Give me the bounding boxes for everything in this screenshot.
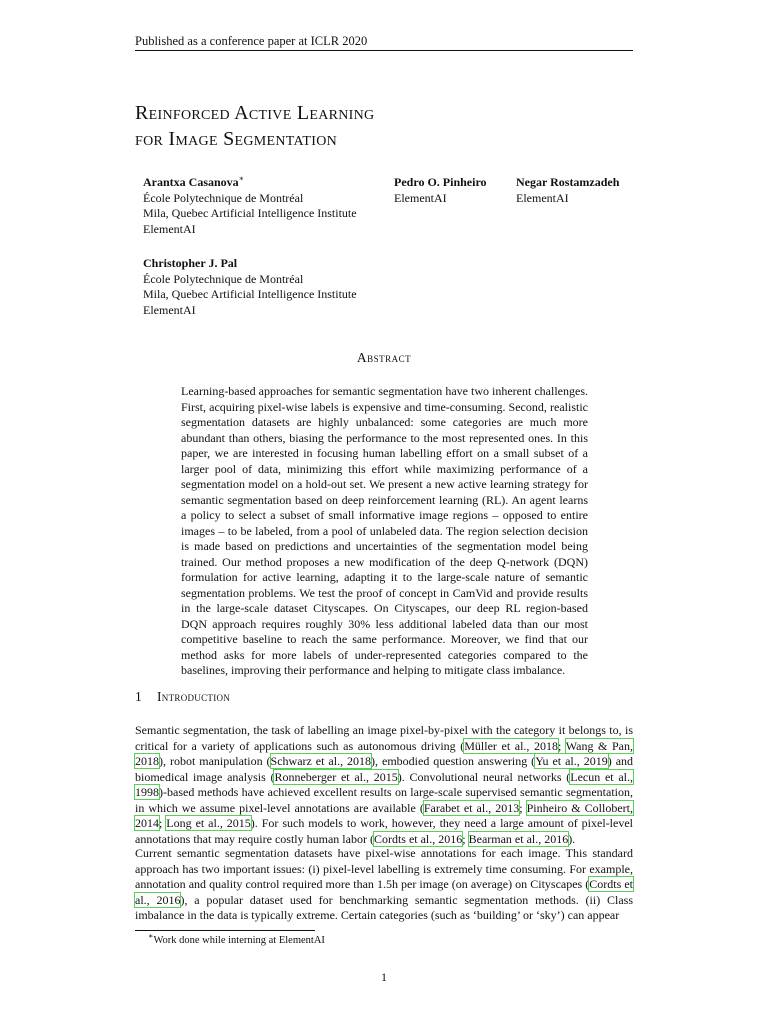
intro-paragraph-2: Current semantic segmentation datasets have pixel-wise annotations for each image. This standard approach has two important issues: (i) pixel-level labelling is extremely time consuming. For example, annotation and quality control required more than 1.5h per image (on average) on Cityscapes (Cordts et al., 2016), a popular dataset used for benchmarking semantic segmentation methods. (ii) Class imbalance in the data is typically extreme. Certain categories (such as ‘building’ or ‘sky’) can appear: [135, 846, 633, 922]
author-affiliation: Mila, Quebec Artificial Intelligence Institute: [143, 206, 357, 220]
footnote-rule: [135, 930, 315, 931]
author-block-pinheiro: [394, 175, 487, 206]
author-affiliation: ElementAI: [394, 190, 447, 205]
intro-paragraph-1: Semantic segmentation, the task of labelling an image pixel-by-pixel with the category it belongs to, is critical for a variety of applications such as autonomous driving (Müller et al., 2018; Wang & Pan, 2018), robot manipulation (Schwarz et al., 2018), embodied question answering (Yu et al., 2019) and biomedical image analysis (Ronneberger et al., 2015). Convolutional neural networks (Lecun et al., 1998)-based methods have achieved excellent results on large-scale supervised semantic segmentation, in which we assume pixel-level annotations are available (Farabet et al., 2013; Pinheiro & Collobert, 2014; Long et al., 2015). For such models to work, however, they need a large amount of pixel-level annotations that may require costly human labor (Cordts et al., 2016; Bearman et al., 2016).: [135, 723, 634, 846]
author-block-pal: [143, 256, 357, 318]
page-number: 1: [381, 970, 387, 984]
footnote-mark: ∗: [148, 931, 154, 941]
citation-link[interactable]: Farabet et al., 2013: [423, 800, 520, 815]
citation-link[interactable]: Müller et al., 2018: [464, 738, 559, 753]
section-title: Introduction: [157, 689, 231, 704]
header-rule: [135, 50, 633, 51]
running-header: Published as a conference paper at ICLR 2020: [135, 34, 368, 48]
title-line-1: Reinforced Active Learning: [135, 102, 375, 124]
citation-link[interactable]: Ronneberger et al., 2015: [274, 769, 398, 784]
author-name: Christopher J. Pal: [143, 256, 238, 270]
author-affiliation: École Polytechnique de Montréal: [143, 271, 304, 286]
section-number: 1: [135, 689, 143, 704]
title-line-2: for Image Segmentation: [135, 128, 338, 150]
author-name: Negar Rostamzadeh: [516, 175, 620, 189]
author-affiliation: École Polytechnique de Montréal: [143, 190, 304, 205]
paper-title: [135, 100, 633, 152]
author-affiliation: ElementAI: [143, 302, 196, 317]
citation-link[interactable]: Yu et al., 2019: [535, 754, 608, 768]
footnote-mark: ∗: [238, 174, 245, 183]
author-affiliation: ElementAI: [516, 190, 569, 205]
author-block-rostamzadeh: [516, 175, 619, 206]
citation-link[interactable]: Lecun et al., 1998: [135, 769, 633, 799]
author-name: Arantxa Casanova∗: [143, 174, 245, 189]
abstract-heading: Abstract: [356, 350, 412, 365]
abstract-body: Learning-based approaches for semantic segmentation have two inherent challenges. First, acquiring pixel-wise labels is expensive and time-consuming. Second, realistic segmentation datasets are highly unbalanced: some categories are much more abundant than others, biasing the performance to the most represented ones. In this paper, we are interested in focusing human labelling effort on a small subset of a larger pool of data, minimizing this effort while maximizing performance of a segmentation model on a hold-out set. We present a new active learning strategy for semantic segmentation based on deep reinforcement learning (RL). An agent learns a policy to select a subset of small informative image regions – opposed to entire images – to be labeled, from a pool of unlabeled data. The region selection decision is made based on predictions and uncertainties of the segmentation model being trained. Our method proposes a new modification of the deep Q-network (DQN) formulation for active learning, adapting it to the large-scale nature of semantic segmentation problems. We test the proof of concept in CamVid and provide results in the large-scale dataset Cityscapes. On Cityscapes, our deep RL region-based DQN approach requires roughly 30% less additional labeled data than our most competitive baseline to reach the same performance. Moreover, we find that our method asks for more labels of under-represented categories compared to the baselines, improving their performance and helping to mitigate class imbalance.: [181, 384, 588, 677]
author-affiliation: ElementAI: [143, 221, 196, 236]
footnote-text: Work done while interning at ElementAI: [153, 935, 325, 946]
citation-link[interactable]: Pinheiro & Collobert, 2014: [135, 800, 633, 830]
citation-link[interactable]: Bearman et al., 2016: [468, 831, 569, 846]
author-block-casanova: [143, 175, 357, 237]
author-name: Pedro O. Pinheiro: [394, 175, 487, 189]
citation-link[interactable]: Long et al., 2015: [166, 816, 251, 830]
footnote: [148, 931, 325, 948]
author-affiliation: Mila, Quebec Artificial Intelligence Institute: [143, 287, 357, 301]
citation-link[interactable]: Cordts et al., 2016: [373, 831, 463, 846]
citation-link[interactable]: Cordts et al., 2016: [135, 877, 633, 907]
citation-link[interactable]: Wang & Pan, 2018: [135, 738, 633, 768]
citation-link[interactable]: Schwarz et al., 2018: [270, 754, 372, 768]
section-heading-introduction: [135, 689, 230, 705]
